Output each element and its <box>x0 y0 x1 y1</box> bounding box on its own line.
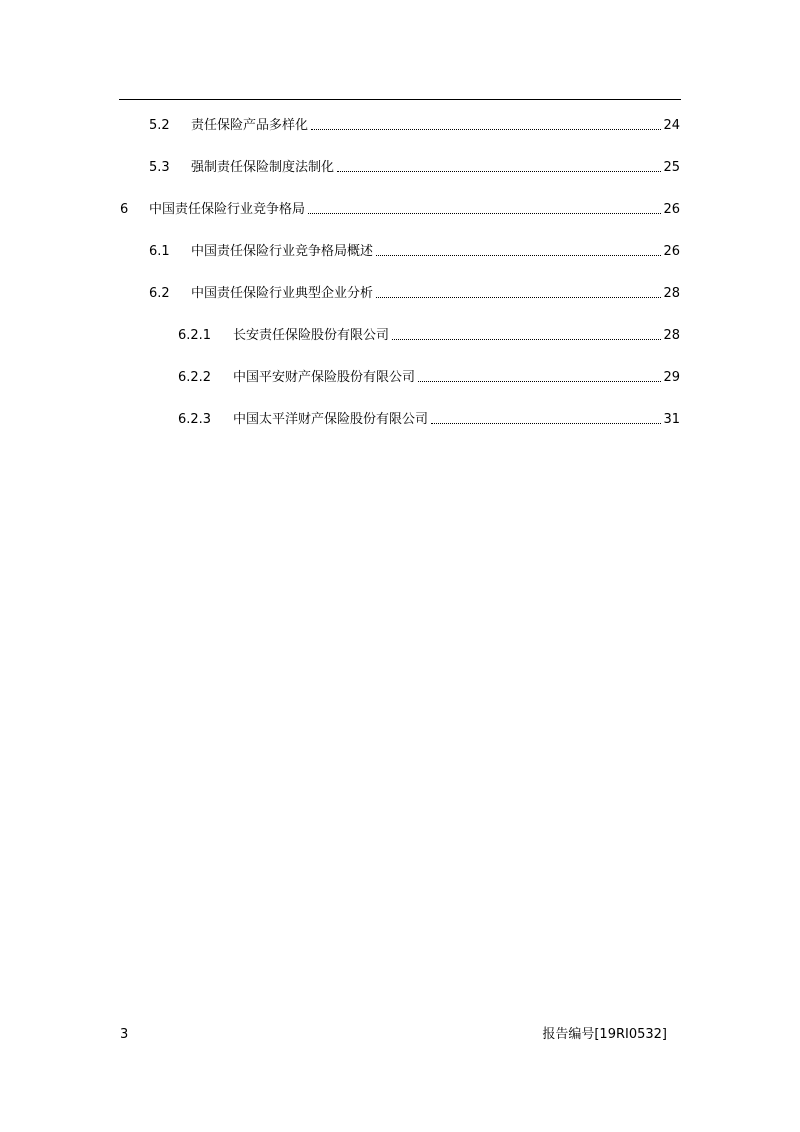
toc-entry-page: 28 <box>663 286 680 301</box>
toc-entry-page: 25 <box>663 160 680 175</box>
toc-dot-leader <box>311 129 661 130</box>
header-rule <box>119 99 681 100</box>
toc-entry-page: 29 <box>663 370 680 385</box>
toc-entry-6-2[interactable] <box>149 282 680 302</box>
toc-entry-page: 28 <box>663 328 680 343</box>
toc-dot-leader <box>376 255 661 256</box>
toc-dot-leader <box>392 339 661 340</box>
toc-entry-6-2-1[interactable] <box>178 324 680 344</box>
toc-dot-leader <box>418 381 661 382</box>
toc-dot-leader <box>308 213 661 214</box>
toc-entry-5-2[interactable] <box>149 114 680 134</box>
toc-entry-title: 长安责任保险股份有限公司 <box>233 328 390 343</box>
toc-entry-number: 6 <box>120 202 129 217</box>
toc-entry-page: 31 <box>663 412 680 427</box>
toc-entry-number: 6.2.2 <box>178 370 212 385</box>
toc-entry-number: 6.2 <box>149 286 170 301</box>
toc-entry-6[interactable] <box>120 198 680 218</box>
footer-report-id: 报告编号[19RI0532] <box>542 1027 667 1042</box>
toc-entry-title: 强制责任保险制度法制化 <box>191 160 335 175</box>
toc-entry-title: 中国责任保险行业竞争格局概述 <box>191 244 374 259</box>
toc-entry-number: 5.3 <box>149 160 170 175</box>
footer-page-number: 3 <box>120 1027 129 1042</box>
toc-entry-number: 6.1 <box>149 244 170 259</box>
toc-entry-6-2-3[interactable] <box>178 408 680 428</box>
toc-entry-title: 中国责任保险行业竞争格局 <box>149 202 306 217</box>
toc-entry-title: 责任保险产品多样化 <box>191 118 309 133</box>
toc-entry-number: 5.2 <box>149 118 170 133</box>
toc-entry-number: 6.2.3 <box>178 412 212 427</box>
toc-entry-6-1[interactable] <box>149 240 680 260</box>
toc-dot-leader <box>376 297 661 298</box>
toc-entry-title: 中国平安财产保险股份有限公司 <box>233 370 416 385</box>
toc-dot-leader <box>431 423 661 424</box>
toc-dot-leader <box>337 171 661 172</box>
toc-entry-title: 中国责任保险行业典型企业分析 <box>191 286 374 301</box>
toc-entry-6-2-2[interactable] <box>178 366 680 386</box>
toc-entry-5-3[interactable] <box>149 156 680 176</box>
toc-entry-title: 中国太平洋财产保险股份有限公司 <box>233 412 429 427</box>
toc-entry-page: 26 <box>663 202 680 217</box>
toc-entry-number: 6.2.1 <box>178 328 212 343</box>
toc-entry-page: 24 <box>663 118 680 133</box>
toc-entry-page: 26 <box>663 244 680 259</box>
